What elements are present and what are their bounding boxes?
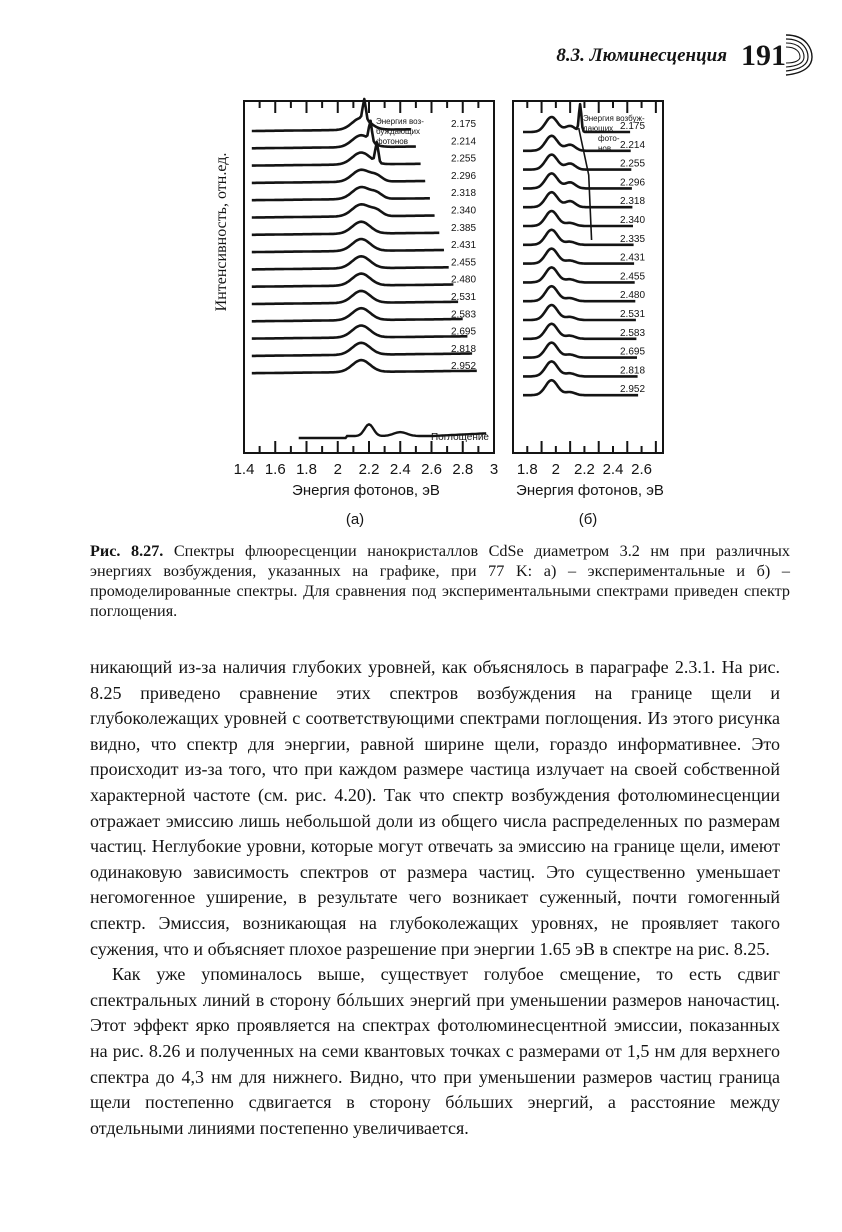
figure-caption-text: Спектры флюоресценции нанокристаллов CdSe диаметром 3.2 нм при различных энергиях возбуждения, указанных на графике, при 77 K: а) – экспериментальные и б) – промоделированные спектры. Для сравнения под экспериментальными спектрами приведен спектр поглощения. — [90, 542, 791, 620]
left-panel-energy-label: 2.175 — [451, 119, 477, 130]
left-panel-spectra — [252, 99, 486, 438]
running-title: 8.3. Люминесценция — [556, 45, 727, 66]
left-panel-x-tick-label: 1.4 — [233, 461, 255, 478]
left-panel-spectrum-5 — [252, 187, 430, 200]
left-panel-x-tick-label: 2.8 — [452, 461, 474, 478]
right-panel-spectrum-11 — [523, 305, 636, 320]
right-panel-energy-label: 2.952 — [620, 384, 646, 396]
right-panel-spectrum-7 — [523, 230, 634, 245]
left-panel-tag: (а) — [345, 511, 365, 528]
left-panel-absorption-label: Поглощение — [430, 432, 489, 443]
left-panel-legend-line: фотонов — [376, 137, 408, 146]
right-panel-energy-label: 2.296 — [620, 177, 646, 189]
left-panel-spectrum-9 — [252, 256, 449, 269]
right-panel-spectrum-3 — [523, 155, 631, 170]
right-panel-legend-line: фото- — [598, 134, 620, 143]
left-panel-energy-label: 2.480 — [451, 274, 477, 286]
right-panel-energy-label: 2.255 — [620, 158, 646, 170]
left-panel-x-tick-label: 1.8 — [296, 461, 317, 478]
left-panel-x-tick-label: 3 — [489, 461, 499, 478]
right-panel-spectrum-10 — [523, 286, 635, 301]
right-panel-x-tick-label: 2 — [551, 461, 561, 478]
right-panel-x-tick-label: 2.4 — [602, 461, 624, 478]
right-panel — [513, 101, 664, 528]
right-panel-legend-line: дающих — [583, 124, 614, 133]
left-panel-x-tick-label: 2.2 — [358, 461, 380, 478]
left-panel-spectrum-11 — [252, 291, 458, 304]
left-panel-spectrum-8 — [252, 239, 444, 252]
left-panel-spectrum-10 — [252, 274, 454, 287]
right-panel-spectrum-4 — [523, 173, 632, 188]
left-panel-x-tick-label: 2.4 — [389, 461, 411, 478]
left-panel-x-tick-label: 2 — [333, 461, 342, 478]
right-panel-energy-label: 2.583 — [620, 327, 646, 339]
right-panel-energy-label: 2.531 — [620, 309, 646, 320]
left-panel-spectrum-4 — [252, 170, 425, 183]
left-panel-spectrum-14 — [252, 343, 472, 356]
right-panel-legend-line: Энергия возбуж- — [583, 114, 645, 123]
right-panel-x-axis-label: Энергия фотонов, эВ — [516, 482, 664, 499]
paragraph-2: Как уже упоминалось выше, существует голубое смещение, то есть сдвиг спектральных линий в сторону бóльших энергий при уменьшении размеров наночастиц. Этот эффект ярко проявляется на спектрах фотолюминесцентной эмиссии, показанных на рис. 8.26 и полученных на семи квантовых точках с размерами от 1,5 нм для верхнего спектра до 4,3 нм для нижнего. Видно, что при уменьшении размеров частиц граница щели постепенно сдвигается в сторону бóльших энергий, а расстояние между отдельными линиями постепенно увеличивается. — [90, 964, 780, 1138]
right-panel-spectrum-8 — [523, 249, 634, 264]
right-panel-energy-labels — [620, 121, 645, 395]
figure-caption-label: Рис. 8.27. — [90, 542, 164, 560]
right-panel-energy-label: 2.431 — [620, 252, 646, 264]
left-panel-legend — [376, 117, 424, 146]
right-panel-energy-label: 2.480 — [620, 290, 646, 302]
left-panel-x-tick-label: 2.6 — [421, 461, 442, 478]
right-panel-energy-label: 2.335 — [620, 233, 646, 245]
right-panel-energy-label: 2.340 — [620, 215, 646, 226]
right-panel-spectrum-5 — [523, 192, 632, 207]
left-panel-energy-label: 2.318 — [451, 188, 477, 200]
left-panel-spectrum-13 — [252, 326, 468, 339]
left-panel-energy-label: 2.385 — [451, 222, 477, 234]
left-panel-energy-label: 2.296 — [451, 170, 477, 182]
right-panel-excitation-trace — [579, 128, 592, 240]
figure-8-27 — [0, 0, 842, 540]
left-panel-energy-label: 2.431 — [451, 240, 477, 252]
left-panel-energy-labels — [451, 119, 476, 372]
left-panel-energy-label: 2.255 — [451, 153, 477, 165]
right-panel-x-tick-label: 2.2 — [573, 461, 595, 478]
left-panel-spectrum-7 — [252, 222, 439, 235]
figure-caption — [90, 541, 790, 621]
right-panel-legend-line: нов — [598, 144, 612, 153]
left-panel-energy-label: 2.531 — [451, 292, 477, 303]
right-panel-x-tick-label: 2.6 — [631, 461, 653, 478]
left-panel-energy-label: 2.583 — [451, 309, 477, 321]
left-panel-energy-label: 2.952 — [451, 361, 477, 373]
figure-graphics — [0, 0, 842, 540]
left-panel-energy-label: 2.818 — [451, 343, 477, 355]
right-panel-energy-label: 2.214 — [620, 139, 646, 151]
left-panel-energy-label: 2.340 — [451, 205, 477, 217]
left-panel — [234, 99, 499, 528]
left-panel-energy-label: 2.695 — [451, 326, 477, 338]
y-axis-label: Интенсивность, отн.ед. — [213, 152, 230, 312]
right-panel-x-tick-label: 1.8 — [516, 461, 538, 478]
right-panel-energy-label: 2.455 — [620, 271, 646, 283]
right-panel-energy-label: 2.175 — [620, 121, 646, 132]
left-panel-spectrum-12 — [252, 308, 463, 321]
right-panel-tag: (б) — [578, 511, 598, 528]
page-number-text: 191 — [741, 39, 786, 72]
left-panel-energy-label: 2.214 — [451, 136, 477, 148]
left-panel-legend-line: буждающих — [376, 127, 421, 136]
body-text — [90, 655, 780, 1141]
left-panel-x-tick-labels — [234, 461, 499, 478]
right-panel-spectrum-6 — [523, 211, 633, 226]
right-panel-energy-label: 2.695 — [620, 346, 646, 358]
paragraph-1: никающий из-за наличия глубоких уровней, как объяснялось в параграфе 2.3.1. На рис. 8.25 приведено сравнение этих спектров возбуждения на границе щели и глубоколежащих уровней с соответствующими спектрами поглощения. Из этого рисунка видно, что спектр для энергии, равной ширине щели, гораздо информативнее. Это происходит из-за того, что при каждом размере частица излучает на своей собственной характерной частоте (см. рис. 4.20). Так что спектр возбуждения фотолюминесценции отражает эмиссию лишь небольшой доли из общего числа распределенных по размерам частиц. Неглубокие уровни, которые могут отвечать за эмиссию на границе щели, имеют одинаковую зависимость спектров от размера частиц. Это существенно уменьшает негомогенное уширение, в результате чего возникает суженный, почти гомогенный спектр. Эмиссия, возникающая на глубоколежащих уровнях, не проявляет такого сужения, что и объясняет плохое разрешение при энергии 1.65 эВ в спектре на рис. 8.25. — [90, 657, 780, 959]
left-panel-energy-label: 2.455 — [451, 257, 477, 269]
left-panel-legend-line: Энергия воз- — [376, 117, 424, 126]
left-panel-spectrum-6 — [252, 204, 435, 217]
right-panel-energy-label: 2.818 — [620, 365, 646, 377]
right-panel-spectrum-9 — [523, 267, 635, 282]
left-panel-x-tick-label: 1.6 — [264, 461, 286, 478]
right-panel-energy-label: 2.318 — [620, 196, 646, 208]
left-panel-spectrum-15 — [252, 360, 477, 373]
left-panel-x-axis-label: Энергия фотонов, эВ — [292, 482, 440, 499]
right-panel-x-tick-labels — [517, 461, 652, 478]
y-axis-label-group — [213, 153, 230, 312]
